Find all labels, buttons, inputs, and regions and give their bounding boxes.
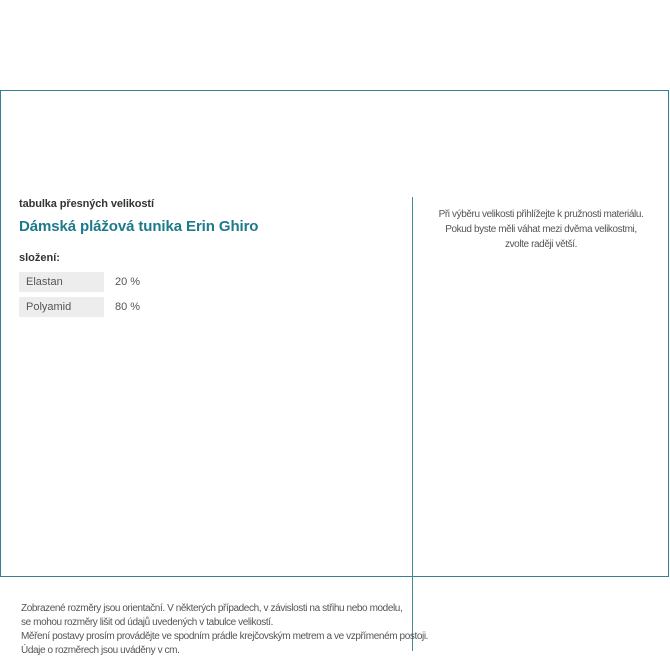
size-note-line: Pokud byste měli váhat mezi dvěma velikostmi, (445, 224, 637, 235)
composition-table (19, 272, 140, 317)
disclaimer-line: se mohou rozměry lišit od údajů uvedených v tabulce velikostí. (21, 617, 274, 628)
composition-label: složení: (19, 252, 60, 264)
page-subtitle: tabulka přesných velikostí (19, 198, 154, 210)
disclaimer-line: Údaje o rozměrech jsou uváděny v cm. (21, 645, 180, 656)
material-name-cell: Polyamid (19, 297, 104, 317)
size-note-line: zvolte raději větší. (504, 239, 578, 250)
material-name-cell: Elastan (19, 272, 104, 292)
column-divider (412, 197, 413, 651)
product-title: Dámská plážová tunika Erin Ghiro (19, 218, 259, 235)
measurement-disclaimer (21, 602, 428, 658)
size-note-line: Při výběru velikosti přihlížejte k pružnosti materiálu. (438, 209, 644, 220)
table-row (19, 297, 140, 317)
material-percentage-cell: 20 % (115, 276, 141, 288)
material-percentage-cell: 80 % (115, 301, 141, 313)
size-chart-panel (0, 90, 669, 656)
disclaimer-line: Zobrazené rozměry jsou orientační. V některých případech, v závislosti na střihu nebo modelu, (21, 603, 403, 614)
table-row (19, 272, 140, 292)
size-selection-note (413, 207, 669, 252)
disclaimer-line: Měření postavy prosím provádějte ve spodním prádle krejčovským metrem a ve vzpřímeném postoji. (21, 631, 429, 642)
